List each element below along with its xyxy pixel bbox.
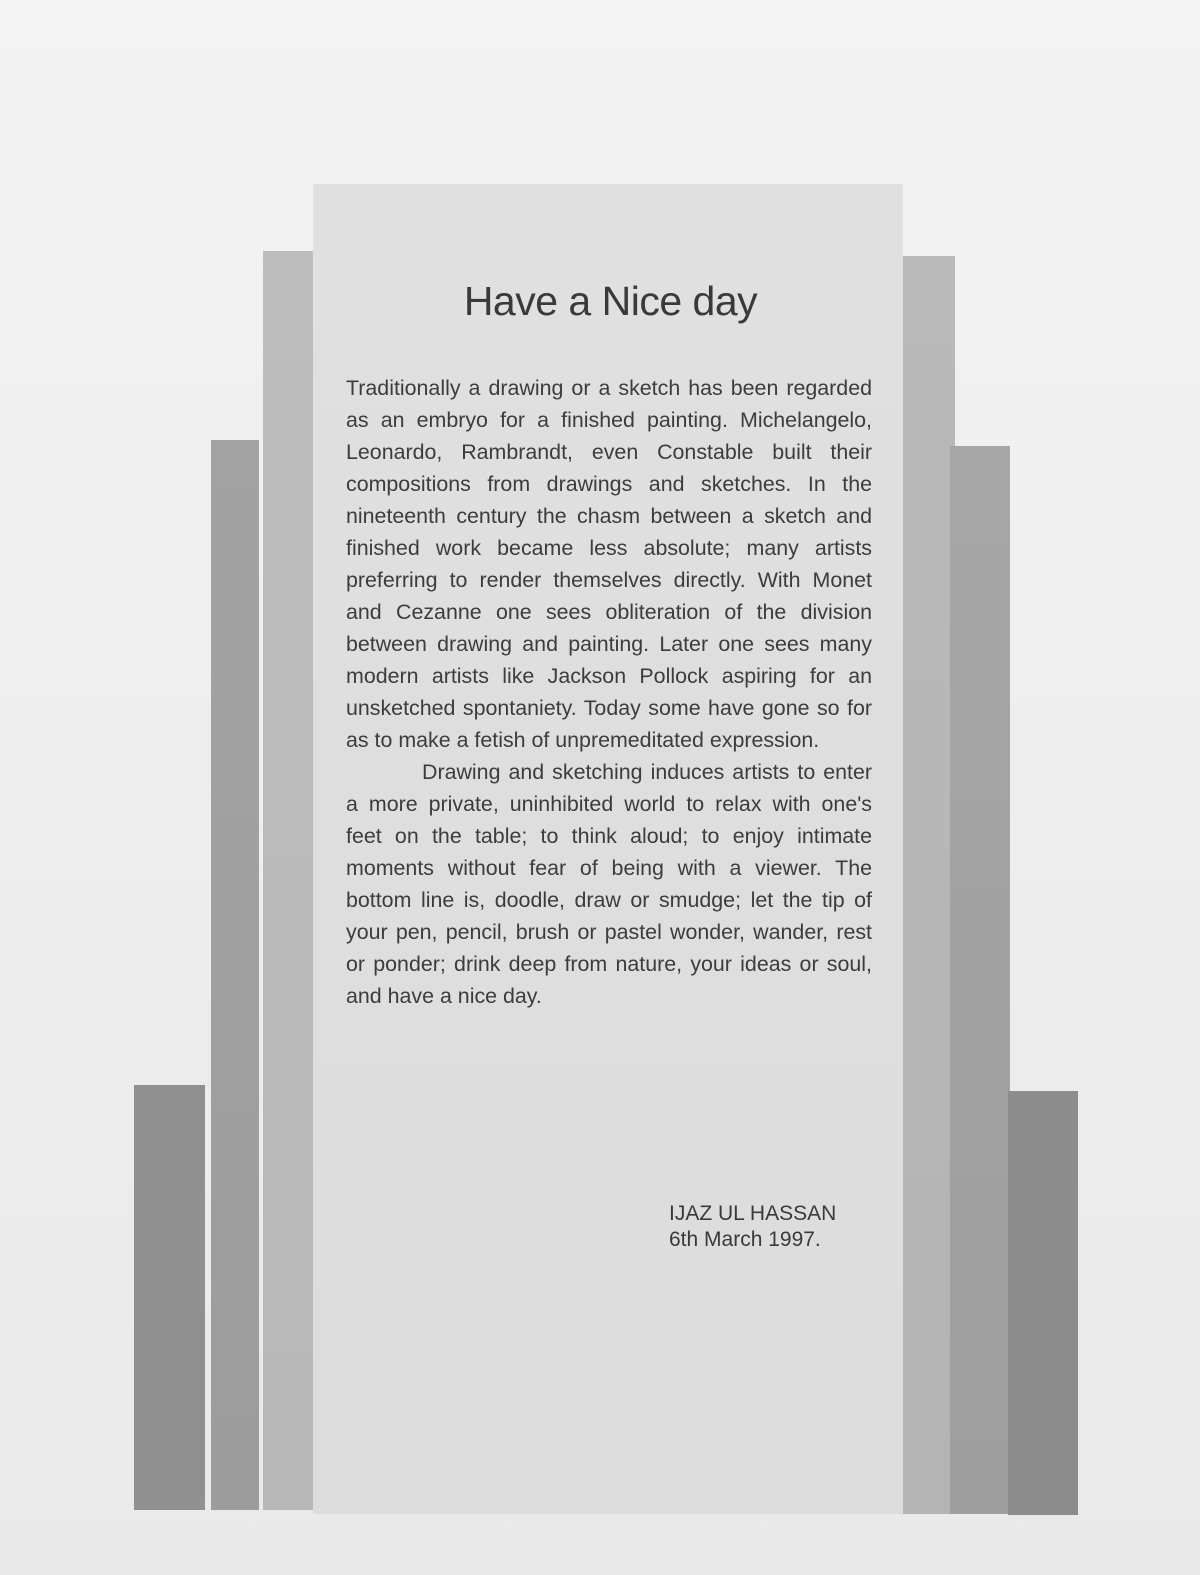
signature-block xyxy=(669,1201,879,1253)
decorative-bar-left-outer xyxy=(134,1085,205,1510)
body-paragraph-2: Drawing and sketching induces artists to enter a more private, uninhibited world to relax with one's feet on the table; to think aloud; to enjoy intimate moments without fear of being with a viewer. The bottom line is, doodle, draw or smudge; let the tip of your pen, pencil, brush or pastel wonder, wander, rest or ponder; drink deep from nature, your ideas or soul, and have a nice day. xyxy=(346,760,872,1008)
decorative-bar-right-middle xyxy=(950,446,1010,1514)
body-text xyxy=(346,372,872,1012)
page-title: Have a Nice day xyxy=(463,278,758,324)
decorative-bar-left-inner xyxy=(263,251,318,1510)
signature-date: 6th March 1997. xyxy=(669,1228,821,1251)
body-paragraph-1: Traditionally a drawing or a sketch has been regarded as an embryo for a finished painting. Michelangelo, Leonardo, Rambrandt, even Constable built their compositions from drawings and sketches. In the nineteenth century the chasm between a sketch and finished work became less absolute; many artists preferring to render themselves directly. With Monet and Cezanne one sees obliteration of the division between drawing and painting. Later one sees many modern artists like Jackson Pollock aspiring for an unsketched spontaniety. Today some have gone so for as to make a fetish of unpremeditated expression. xyxy=(346,376,872,752)
decorative-bar-right-inner xyxy=(896,256,955,1514)
decorative-bar-right-outer xyxy=(1008,1091,1078,1515)
decorative-bar-left-middle xyxy=(211,440,259,1510)
author-name: IJAZ UL HASSAN xyxy=(669,1202,837,1225)
